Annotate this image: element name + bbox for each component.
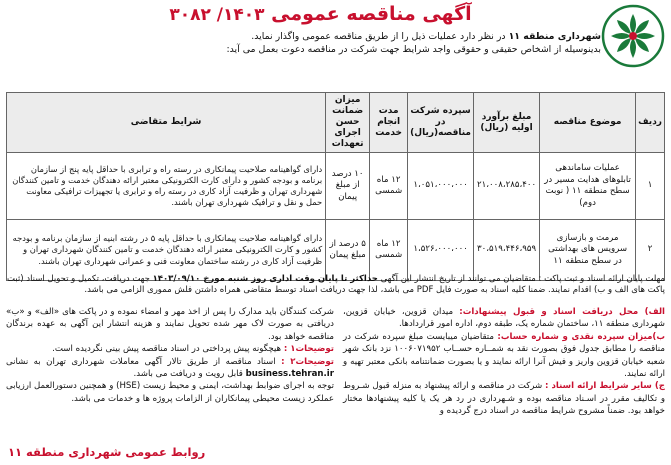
section-c-heading: ج) سایر شرایط ارائه اسناد :: [545, 381, 665, 392]
cell-subject: عملیات ساماندهی تابلوهای هدایت مسیر در سطح منطقه ۱۱ ( نوبت دوم): [540, 153, 636, 220]
section-b-text: متقاضیان میبایست مبلغ سپرده شرکت در مناقصه را مطابق جدول فوق بصورت نقد به شمــاره حســاب ۱۰۰۶۰۷۱۹۵۲ نزد بانک شهر شعبه خیابان قزوین واریز و فیش آنرا ارائه نمایند و یا بصورت ضمانتنامه بانکی معتبر تهیه و ارائه نمایند.: [343, 331, 665, 380]
tehran-municipality-logo-icon: [601, 4, 665, 68]
tender-table: [6, 92, 665, 281]
table-row: [7, 220, 665, 281]
intro-line-2: بدینوسیله از اشخاص حقیقی و حقوقی واجد شرایط جهت شرکت در مناقصه دعوت بعمل می آید:: [226, 44, 601, 55]
section-b-heading: ب)میزان سپرده نقدی و شماره حساب:: [497, 331, 665, 342]
cell-estimate: ۳۰،۵۱۹،۴۴۶،۹۵۹: [473, 220, 539, 281]
header-requirements: شرایط متقاضی: [7, 93, 326, 153]
section-c-text: شرکت در مناقصه و ارائه پیشنهاد به منزله قبول شـروط و تکالیف مقرر در اسـناد مناقصه بوده و شـهرداری در رد هر یک یا کلیه پیشنهادها مختار خواهد بود. ضمناً مشروح شرایط مناقصه در اسناد درج گردیده و: [343, 381, 665, 417]
note-2: [6, 356, 334, 381]
header-deposit: سپرده شرکت در مناقصه(ریال): [408, 93, 474, 153]
cell-estimate: ۲۱،۰۰۸،۲۸۵،۴۰۰: [473, 153, 539, 220]
table-row: [7, 153, 665, 220]
tender-portal-link[interactable]: business.tehran.ir: [245, 369, 334, 380]
note-1: [6, 343, 334, 355]
cell-row-no: ۲: [636, 220, 665, 281]
cell-guarantee: ۵ درصد از مبلغ پیمان: [326, 220, 370, 281]
conditions-column-left: [6, 306, 334, 405]
section-a: [343, 306, 665, 331]
note-2-heading: توضیحات۲ :: [281, 356, 334, 367]
header-estimate: مبلغ برآورد اولیه (ریال): [473, 93, 539, 153]
intro-municipality: شهرداری منطقه ۱۱: [508, 31, 601, 42]
header-guarantee: میزان ضمانت حسن اجرای تعهدات: [326, 93, 370, 153]
intro-text: [14, 30, 601, 56]
cell-duration: ۱۲ ماه شمسی: [370, 153, 408, 220]
section-c: [343, 380, 665, 417]
note-2-text: اسناد مناقصه از طریق تالار آگهی معاملات شهرداری تهران به نشانی: [6, 356, 276, 367]
intro-line-1: [14, 30, 601, 43]
cell-requirements: دارای گواهینامه صلاحیت پیمانکاری در رسته راه و ترابری با حداقل پایه پنج از سازمان برنامه و بودجه کشور و دارای کارت الکترونیکی معتبر ارائه دهندگان خدمت و تامین کنندگان شهرداری تهران و ظرفیت آزاد کاری در رسته راه و ترابری یا تجهیزات ترافیکی معاونت حمل و نقل و ترافیک شهرداری تهران باشند.: [7, 153, 326, 220]
header-duration: مدت انجام خدمت: [370, 93, 408, 153]
deadline-highlight: حداکثر تا پایان وقت اداری روز شنبه مورخ ۱۴۰۳/۰۹/۱۰: [152, 274, 378, 284]
section-b: [343, 331, 665, 381]
conditions-column-right: [343, 306, 665, 418]
header-subject: موضوع مناقصه: [540, 93, 636, 153]
hse-paragraph: توجه به اجرای ضوابط بهداشت، ایمنی و محیط زیست (HSE) و همچنین دستورالعمل ارزیابی عملکرد زیست محیطی پیمانکاران از الزامات پروژه ها و خدمات می باشد.: [6, 381, 334, 404]
cell-subject: مرمت و بازسازی سرویس های بهداشتی در سطح منطقه ۱۱: [540, 220, 636, 281]
public-relations-signature: روابط عمومی شهرداری منطقه ۱۱: [8, 445, 206, 459]
deadline-part-2: جهت دریافت، تکمیل و تحویل اسناد (ثبت پاکت های الف و ب) اقدام نمایند. ضمنا کلیه اسناد به صورت فایل PDF می باشد، لذا جهت دریافت اسناد توسط متقاضی همراه داشتن فلش مموری الزامی می باشد.: [6, 274, 665, 295]
notice-title: [40, 2, 601, 27]
intro-line-1-text: در نظر دارد عملیات ذیل را از طریق مناقصه عمومی واگذار نماید.: [251, 31, 506, 42]
title-main: آگهی مناقصه عمومی: [271, 3, 472, 25]
note-1-heading: توضیحات۱ :: [283, 344, 334, 355]
title-number: ۱۴۰۳/ ۳۰۸۲: [169, 5, 265, 25]
envelope-paragraph: شرکت کنندگان باید مدارک را پس از اخذ مهر و امضاء نموده و در پاکت های «الف» و «ب» دریافتی به صورت لاک مهر شده تحویل نمایند و هزینه انتشار این آگهی به عهده برندگان مناقصه خواهد بود.: [6, 307, 334, 342]
cell-requirements: دارای گواهینامه صلاحیت پیمانکاری با حداقل پایه ۵ در رشته ابنیه از سازمان برنامه و بودجه کشور و کارت الکترونیکی معتبر ارائه دهندگان خدمت و تامین کنندگان شهرداری تهران و ظرفیت آزاد کاری در رشته ساختمان معاونت فنی و عمرانی شهرداری تهران باشند.: [7, 220, 326, 281]
note-2-tail: قابل رویت و دریافت می باشد.: [133, 369, 243, 380]
cell-deposit: ۱،۰۵۱،۰۰۰،۰۰۰: [408, 153, 474, 220]
header-row-no: ردیف: [636, 93, 665, 153]
deadline-part-1: مهلت پایان ارائه اسناد و ثبت پاکت : متقاضیان می توانند از تاریخ انتشار این آگهی: [380, 274, 665, 284]
note-1-text: هیچگونه پیش پرداختی در اسناد مناقصه پیش بینی نگردیده است.: [52, 344, 282, 355]
cell-duration: ۱۲ ماه شمسی: [370, 220, 408, 281]
cell-row-no: ۱: [636, 153, 665, 220]
deadline-text: [6, 274, 665, 296]
section-a-text: میدان قزوین، خیابان قزوین، شهرداری منطقه ۱۱، ساختمان شماره یک، طبقه دوم، اداره امور قراردادها.: [343, 307, 665, 330]
cell-guarantee: ۱۰ درصد از مبلغ پیمان: [326, 153, 370, 220]
table-header-row: [7, 93, 665, 153]
cell-deposit: ۱،۵۲۶،۰۰۰،۰۰۰: [408, 220, 474, 281]
section-a-heading: الف) محل دریافت اسناد و قبول پیشنهادات:: [459, 307, 665, 317]
